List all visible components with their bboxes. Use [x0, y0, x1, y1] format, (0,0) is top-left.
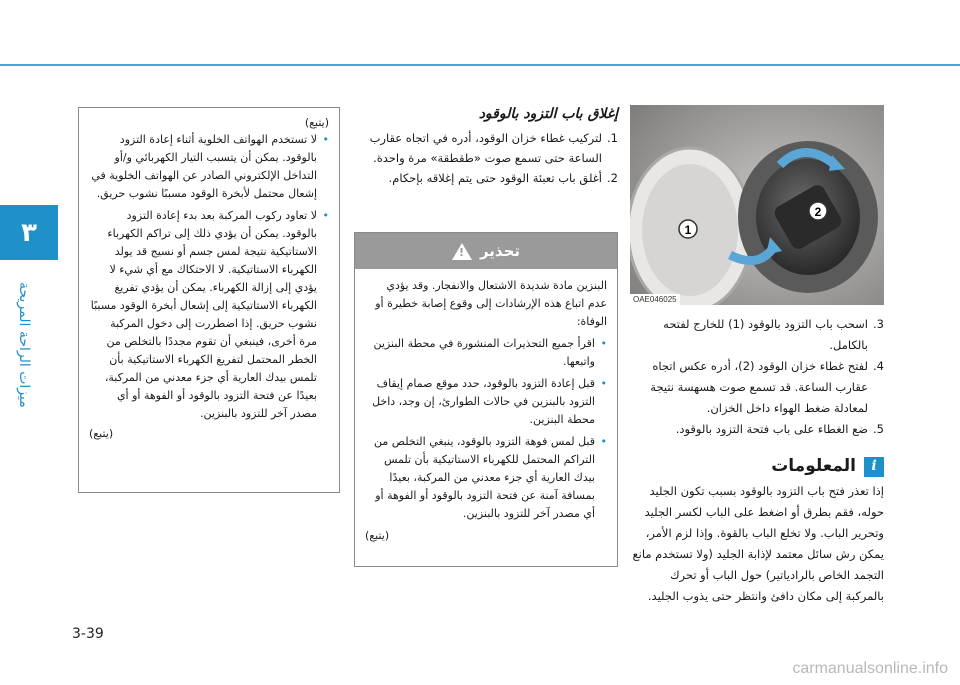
closing-instructions [356, 104, 618, 188]
footer-watermark: carmanualsonline.info [792, 660, 948, 677]
step-item [630, 314, 884, 356]
opening-instructions [630, 314, 884, 607]
step-item [630, 356, 884, 419]
svg-text:1: 1 [684, 223, 692, 237]
warning-continued-box [78, 107, 340, 493]
info-text: إذا تعذر فتح باب التزود بالوقود بسبب تكون الجليد حوله، فقم بطرق أو اضغط على الباب لكسر الجليد وتحرير الباب. ولا تخلع الباب بالقوة. وإذا لزم الأمر، يمكن رش سائل معتمد لإذابة الجليد (ولا تستخدم مانع التجمد الخاص بالرادياتير) حول الباب أو تحرك بالمركبة إلى مكان دافئ وانتظر حتى يذوب الجليد. [632, 484, 884, 603]
fuel-cap-illustration [630, 105, 884, 305]
continued-label-bottom: (يتبع) [89, 427, 114, 440]
continued-label: (يتبع) [365, 529, 390, 542]
warning-intro: البنزين مادة شديدة الاشتعال والانفجار. وقد يؤدي عدم اتباع هذه الإرشادات إلى وقوع إصابة خطيرة أو الوفاة: [375, 279, 607, 328]
step-item [630, 419, 884, 440]
step-text: لتركيب غطاء خزان الوقود، أدره في اتجاه عقارب الساعة حتى تسمع صوت «طقطقة» مرة واحدة. [369, 131, 602, 165]
info-icon: i [864, 457, 884, 477]
warning-bullet: • لا تستخدم الهواتف الخلوية أثناء إعادة التزود بالوقود. يمكن أن يتسبب التيار الكهربائي و/أو التداخل الإلكتروني الصادر عن الهواتف الخلوية في إشعال محتمل لأبخرة الوقود مسببًا نشوب حريق. [89, 131, 329, 203]
warning-bullet: • لا تعاود ركوب المركبة بعد بدء إعادة التزود بالوقود. يمكن أن يؤدي ذلك إلى تراكم الكهرباء الاستاتيكية نتيجة لمس جسم أو نسيج قد يولد الكهرباء الاستاتيكية. لا الاحتكاك مع أي شيء لا يؤدي إلى إزالة الكهرباء. يمكن أن يؤدي تفريغ الكهرباء الاستاتيكية إلى إشعال أبخرة الوقود مسببًا نشوب حريق. إذا اضطررت إلى دخول المركبة مرة أخرى، فينبغي أن تقوم مجددًا بالتخلص من الخطر المحتمل لتفريغ الكهرباء الاستاتيكية بأن تلمس بيدك العارية أي جزء معدني من المركبة، بعيدًا عن فتحة التزود بالوقود أو الفوهة أو أي مصدر آخر للتزود بالبنزين. [89, 207, 329, 423]
step-number: 3. [873, 317, 884, 331]
continued-label-top: (يتبع) [304, 116, 329, 129]
chapter-number: ٣ [21, 217, 37, 248]
header-rule [0, 64, 960, 66]
warning-title: تحذير [479, 242, 521, 260]
info-title: المعلومات [771, 456, 856, 476]
chapter-tab [0, 205, 58, 260]
step-number: 1. [607, 131, 618, 145]
step-text: ضع الغطاء على باب فتحة التزود بالوقود. [675, 422, 868, 436]
section-title: إغلاق باب التزود بالوقود [478, 106, 618, 122]
warning-bullet: • قبل لمس فوهة التزود بالوقود، ينبغي التخلص من التراكم المحتمل للكهرباء الاستاتيكية بأن تلمس بيدك العارية أي جزء معدني من المركبة، بعيدًا بمسافة آمنة عن فتحة التزود بالوقود أو الفوهة أو أي مصدر آخر للتزود بالبنزين. [365, 433, 607, 523]
step-number: 2. [607, 171, 618, 185]
warning-header [355, 233, 617, 269]
info-header [630, 456, 884, 477]
warning-triangle-icon: ! [452, 243, 472, 260]
step-item [356, 168, 618, 188]
warning-bullet-list [365, 335, 607, 523]
page-number: 3-39 [72, 626, 104, 642]
step-number: 4. [873, 359, 884, 373]
step-text: لفتح غطاء خزان الوقود (2)، أدره عكس اتجاه عقارب الساعة. قد تسمع صوت هسهسة نتيجة لمعادلة ضغط الهواء داخل الخزان. [650, 359, 868, 415]
svg-text:2: 2 [814, 205, 822, 219]
warning-bullet: • قبل إعادة التزود بالوقود، حدد موقع صمام إيقاف التزود بالبنزين في حالات الطوارئ، إن وجد، داخل محطة البنزين. [365, 375, 607, 429]
step-number: 5. [873, 422, 884, 436]
step-text: أغلق باب تعبئة الوقود حتى يتم إغلاقه بإحكام. [388, 171, 602, 185]
step-text: اسحب باب التزود بالوقود (1) للخارج لفتحه بالكامل. [663, 317, 868, 352]
chapter-title: ميزات الراحة المريحة [16, 282, 32, 408]
fuel-door-photo [630, 105, 884, 305]
warning-box [354, 232, 618, 567]
step-item [356, 128, 618, 168]
warning-bullet: • اقرأ جميع التحذيرات المنشورة في محطة البنزين واتبعها. [365, 335, 607, 371]
warning-bullet-list [89, 131, 329, 423]
warning-body [355, 269, 617, 553]
image-code: OAE046025 [630, 294, 680, 305]
